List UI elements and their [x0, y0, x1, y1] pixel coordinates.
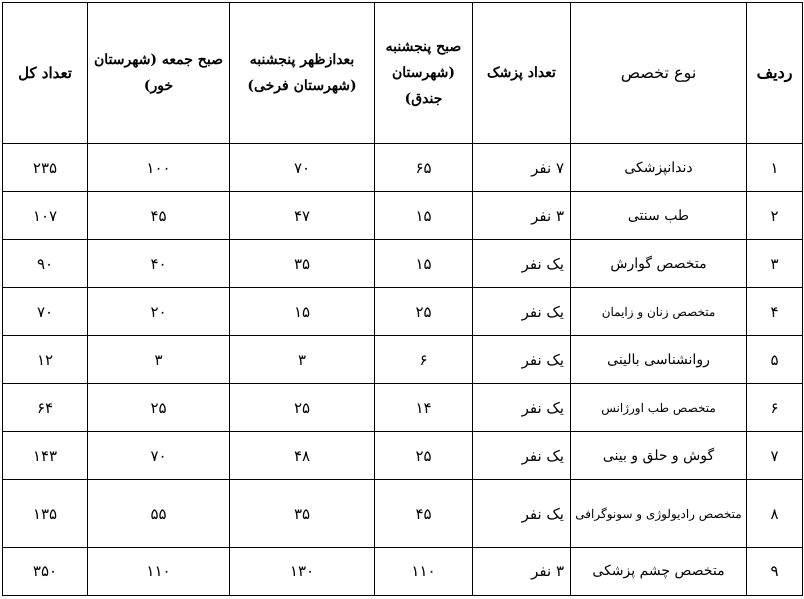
thursday-morning-cell: ۱۵ [375, 240, 473, 288]
row-number: ۸ [747, 480, 803, 547]
friday-morning-cell: ۴۵ [88, 192, 230, 240]
table-row [3, 144, 803, 192]
header-doctor-count: تعداد پزشک [473, 3, 571, 144]
thursday-morning-cell: ۱۵ [375, 192, 473, 240]
specialty-cell: متخصص رادیولوژی و سونوگرافی [571, 480, 747, 547]
thursday-morning-cell: ۱۱۰ [375, 547, 473, 595]
total-cell: ۱۴۳ [3, 432, 88, 480]
row-number: ۱ [747, 144, 803, 192]
specialty-cell: طب سنتی [571, 192, 747, 240]
doctor-count-cell: یک نفر [473, 336, 571, 384]
row-number: ۳ [747, 240, 803, 288]
header-thursday-afternoon-farokhi: بعدازظهر پنجشنبه (شهرستان فرخی) [230, 3, 375, 144]
thursday-morning-cell: ۱۴ [375, 384, 473, 432]
total-cell: ۱۲ [3, 336, 88, 384]
thursday-afternoon-cell: ۴۷ [230, 192, 375, 240]
header-row-number: ردیف [747, 3, 803, 144]
thursday-morning-cell: ۴۵ [375, 480, 473, 547]
total-cell: ۹۰ [3, 240, 88, 288]
friday-morning-cell: ۷۰ [88, 432, 230, 480]
thursday-morning-cell: ۶۵ [375, 144, 473, 192]
total-cell: ۶۴ [3, 384, 88, 432]
doctor-count-cell: ۳ نفر [473, 547, 571, 595]
specialty-cell: متخصص چشم پزشکی [571, 547, 747, 595]
specialty-cell: دندانپزشکی [571, 144, 747, 192]
table-row [3, 432, 803, 480]
thursday-afternoon-cell: ۱۵ [230, 288, 375, 336]
row-number: ۵ [747, 336, 803, 384]
table-row [3, 192, 803, 240]
specialty-cell: متخصص طب اورژانس [571, 384, 747, 432]
thursday-afternoon-cell: ۳ [230, 336, 375, 384]
thursday-afternoon-cell: ۳۵ [230, 240, 375, 288]
total-cell: ۱۳۵ [3, 480, 88, 547]
doctor-count-cell: یک نفر [473, 288, 571, 336]
friday-morning-cell: ۴۰ [88, 240, 230, 288]
specialty-cell: متخصص زنان و زایمان [571, 288, 747, 336]
header-specialty: نوع تخصص [571, 3, 747, 144]
specialty-cell: گوش و حلق و بینی [571, 432, 747, 480]
table-row [3, 547, 803, 595]
friday-morning-cell: ۱۰۰ [88, 144, 230, 192]
header-row [3, 3, 803, 144]
thursday-morning-cell: ۲۵ [375, 288, 473, 336]
friday-morning-cell: ۲۵ [88, 384, 230, 432]
doctor-count-cell: ۳ نفر [473, 192, 571, 240]
friday-morning-cell: ۲۰ [88, 288, 230, 336]
specialty-cell: متخصص گوارش [571, 240, 747, 288]
header-friday-morning-khur: صبح جمعه (شهرستان خور) [88, 3, 230, 144]
row-number: ۲ [747, 192, 803, 240]
table-row [3, 240, 803, 288]
thursday-afternoon-cell: ۷۰ [230, 144, 375, 192]
table-row [3, 288, 803, 336]
thursday-afternoon-cell: ۱۳۰ [230, 547, 375, 595]
doctor-count-cell: ۷ نفر [473, 144, 571, 192]
doctor-count-cell: یک نفر [473, 384, 571, 432]
doctor-count-cell: یک نفر [473, 480, 571, 547]
total-cell: ۷۰ [3, 288, 88, 336]
specialist-visits-table [2, 2, 803, 596]
table-row [3, 480, 803, 547]
header-total: تعداد کل [3, 3, 88, 144]
row-number: ۴ [747, 288, 803, 336]
header-thursday-morning-jandaq: صبح پنجشنبه (شهرستان جندق) [375, 3, 473, 144]
thursday-afternoon-cell: ۲۵ [230, 384, 375, 432]
row-number: ۹ [747, 547, 803, 595]
table-row [3, 384, 803, 432]
doctor-count-cell: یک نفر [473, 432, 571, 480]
thursday-morning-cell: ۶ [375, 336, 473, 384]
row-number: ۶ [747, 384, 803, 432]
friday-morning-cell: ۳ [88, 336, 230, 384]
total-cell: ۱۰۷ [3, 192, 88, 240]
row-number: ۷ [747, 432, 803, 480]
table-row [3, 336, 803, 384]
doctor-count-cell: یک نفر [473, 240, 571, 288]
specialty-cell: روانشناسی بالینی [571, 336, 747, 384]
total-cell: ۳۵۰ [3, 547, 88, 595]
friday-morning-cell: ۵۵ [88, 480, 230, 547]
friday-morning-cell: ۱۱۰ [88, 547, 230, 595]
thursday-morning-cell: ۲۵ [375, 432, 473, 480]
total-cell: ۲۳۵ [3, 144, 88, 192]
thursday-afternoon-cell: ۳۵ [230, 480, 375, 547]
thursday-afternoon-cell: ۴۸ [230, 432, 375, 480]
